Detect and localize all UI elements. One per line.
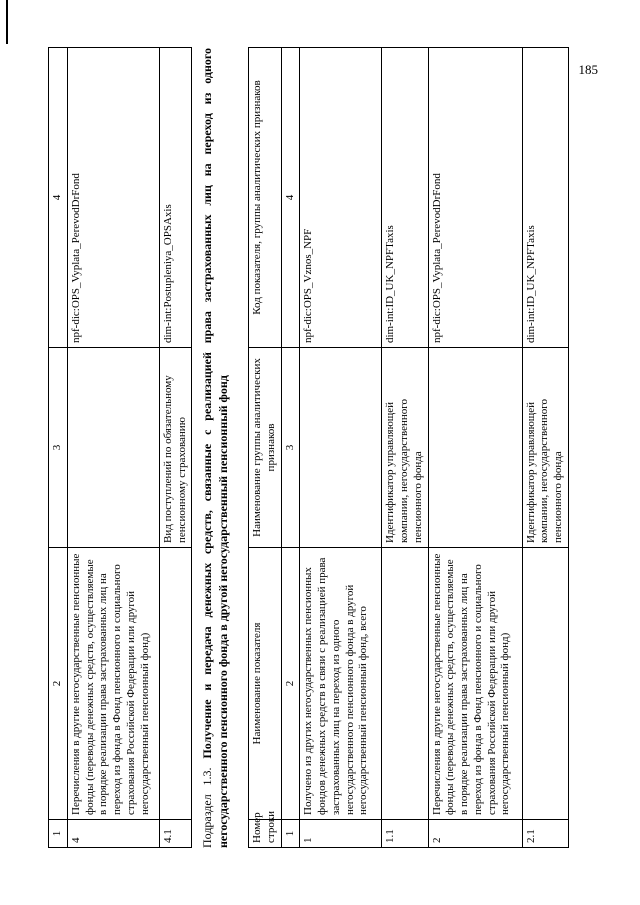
- indicator-code: dim-int:Postupleniya_OPSAxis: [159, 48, 192, 348]
- header-row-number: Номер строки: [249, 820, 282, 848]
- section-title: Получение и передача денежных средств, связанные с реализацией права застрахованных лиц на переход из одного негосударственного пенсионного фонда в другой негосударственный пенсионный фонд: [200, 47, 230, 848]
- group-name: Идентификатор управляющей компании, негосударственного пенсионного фонда: [522, 348, 568, 548]
- table-row: [300, 48, 382, 848]
- indicator-name: Перечисления в другие негосударственные пенсионные фонды (переводы денежных средств, осуществляемые в порядке реализации права застрахованных лиц на переход из фонда в Фонд пенсионного и социального страхования Российской Федерации или другой негосударственный пенсионный фонд): [428, 548, 522, 820]
- table-column-numbers: [49, 48, 68, 848]
- indicator-code: npf-dic:OPS_Vyplata_PerevodDrFond: [428, 48, 522, 348]
- group-name: [67, 348, 159, 548]
- indicator-name: [522, 548, 568, 820]
- page-number: 185: [578, 62, 598, 77]
- indicator-name: [159, 548, 192, 820]
- header-code: Код показателя, группы аналитических признаков: [249, 48, 282, 348]
- row-number: 4: [67, 820, 159, 848]
- table-row: [382, 48, 428, 848]
- table-row: [67, 48, 159, 848]
- row-number: 2.1: [522, 820, 568, 848]
- indicator-code: npf-dic:OPS_Vznos_NPF: [300, 48, 382, 348]
- col-number: 2: [281, 548, 300, 820]
- indicator-code: dim-int:ID_UK_NPFTaxis: [522, 48, 568, 348]
- indicator-name: Перечисления в другие негосударственные пенсионные фонды (переводы денежных средств, осуществляемые в порядке реализации права застрахованных лиц на переход из фонда в Фонд пенсионного и социального страхования Российской Федерации или другой негосударственный пенсионный фонд): [67, 548, 159, 820]
- col-number: 3: [49, 348, 68, 548]
- table-header-row: [249, 48, 282, 848]
- table-continued: [48, 47, 192, 848]
- row-number: 2: [428, 820, 522, 848]
- row-number: 1: [300, 820, 382, 848]
- header-group-name: Наименование группы аналитических признаков: [249, 348, 282, 548]
- col-number: 1: [281, 820, 300, 848]
- indicator-code: npf-dic:OPS_Vyplata_PerevodDrFond: [67, 48, 159, 348]
- col-number: 2: [49, 548, 68, 820]
- group-name: [300, 348, 382, 548]
- table-row: [159, 48, 192, 848]
- group-name: Вид поступлений по обязательному пенсионному страхованию: [159, 348, 192, 548]
- indicator-code: dim-int:ID_UK_NPFTaxis: [382, 48, 428, 348]
- table-row: [428, 48, 522, 848]
- section-heading: [200, 48, 231, 848]
- page-edge-mark: [6, 0, 8, 44]
- indicator-name: [382, 548, 428, 820]
- group-name: Идентификатор управляющей компании, негосударственного пенсионного фонда: [382, 348, 428, 548]
- group-name: [428, 348, 522, 548]
- section-prefix: Подраздел 1.3.: [200, 767, 214, 848]
- col-number: 4: [281, 48, 300, 348]
- row-number: 4.1: [159, 820, 192, 848]
- header-indicator-name: Наименование показателя: [249, 548, 282, 820]
- table-row: [522, 48, 568, 848]
- col-number: 1: [49, 820, 68, 848]
- col-number: 3: [281, 348, 300, 548]
- section-table: [248, 47, 569, 848]
- table-column-numbers: [281, 48, 300, 848]
- col-number: 4: [49, 48, 68, 348]
- indicator-name: Получено из других негосударственных пенсионных фондов денежных средств в связи с реализацией права застрахованных лиц на переход из одного негосударственного пенсионного фонда в другой негосударственный пенсионный фонд, всего: [300, 548, 382, 820]
- row-number: 1.1: [382, 820, 428, 848]
- rotated-page-content: [48, 48, 578, 848]
